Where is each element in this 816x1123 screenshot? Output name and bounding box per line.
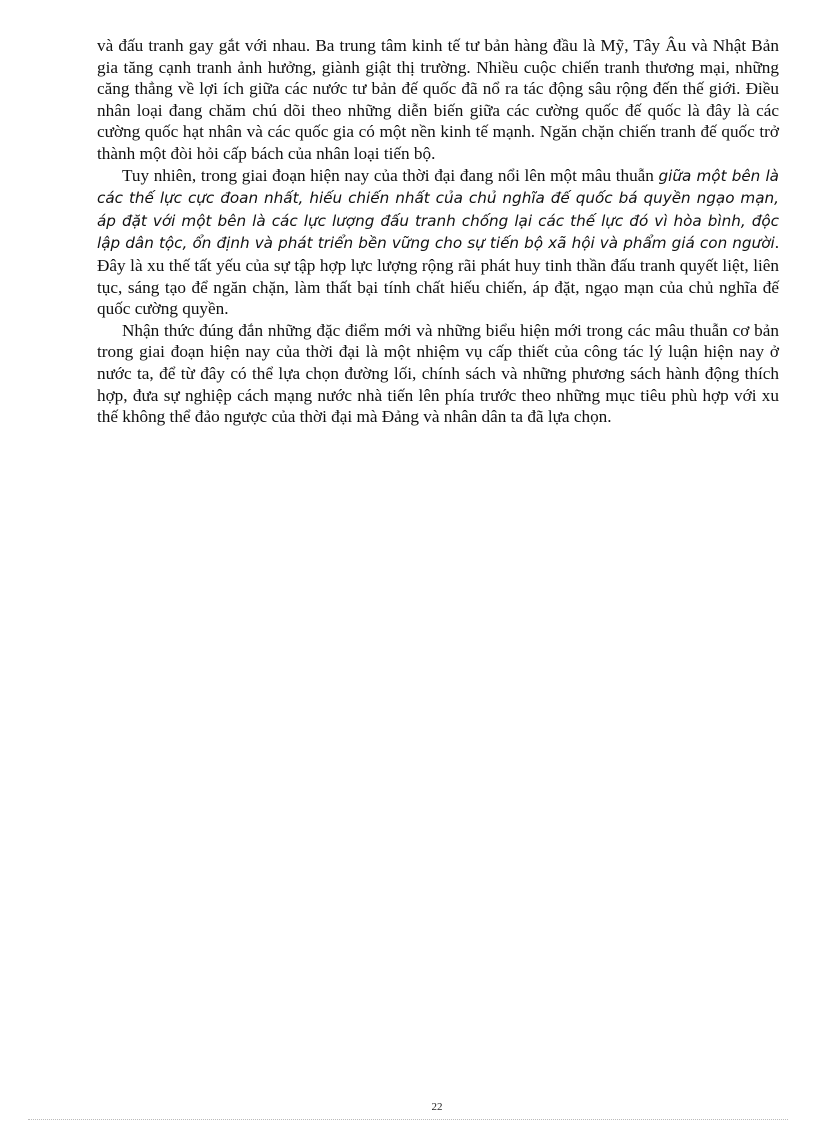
- paragraph-2-italic-text: giữa một bên là các thế lực cực đoan nhất, hiếu chiến nhất của chủ nghĩa đế quốc bá quyền ngạo mạn, áp đặt với một bên là các lực lượng đấu tranh chống lại các thế lực đó vì hòa bình, độc lập dân tộc, ổn định và phát triển bền vững cho sự tiến bộ xã hội và phẩm giá con người: [97, 166, 779, 253]
- page-number: 22: [431, 1101, 443, 1113]
- paragraph-3-text: Nhận thức đúng đắn những đặc điểm mới và những biểu hiện mới trong các mâu thuẫn cơ bản trong giai đoạn hiện nay của thời đại là một nhiệm vụ cấp thiết của công tác lý luận hiện nay ở nước ta, để từ đây có thể lựa chọn đường lối, chính sách và những phương sách hành động thích hợp, đưa sự nghiệp cách mạng nước nhà tiến lên phía trước theo những mục tiêu phù hợp với xu thế không thể đảo ngược của thời đại mà Đảng và nhân dân ta đã lựa chọn.: [97, 320, 779, 427]
- paragraph-contradiction: [97, 165, 779, 320]
- paragraph-continuation: [97, 35, 779, 165]
- footer-divider: [28, 1119, 788, 1120]
- paragraph-1-text: và đấu tranh gay gắt với nhau. Ba trung tâm kinh tế tư bản hàng đầu là Mỹ, Tây Âu và Nhật Bản gia tăng cạnh tranh ảnh hưởng, giành giật thị trường. Nhiều cuộc chiến tranh thương mại, những căng thẳng về lợi ích giữa các nước tư bản đế quốc đã nổ ra tác động sâu rộng đến thế giới. Điều nhân loại đang chăm chú dõi theo những diễn biến giữa các cường quốc đế quốc là đây là các cường quốc hạt nhân và các quốc gia có một nền kinh tế mạnh. Ngăn chặn chiến tranh đế quốc trở thành một đòi hỏi cấp bách của nhân loại tiến bộ.: [97, 36, 779, 163]
- paragraph-awareness: [97, 320, 779, 428]
- document-body: [97, 35, 779, 428]
- paragraph-2-text: Tuy nhiên, trong giai đoạn hiện nay của thời đại đang nổi lên một mâu thuẫn: [122, 165, 659, 185]
- paragraph-2-text-end: . Đây là xu thế tất yếu của sự tập hợp lực lượng rộng rãi phát huy tinh thần đấu tranh quyết liệt, liên tục, sáng tạo để ngăn chặn, làm thất bại tính chất hiếu chiến, áp đặt, ngạo mạn của chủ nghĩa đế quốc cường quyền.: [97, 233, 779, 319]
